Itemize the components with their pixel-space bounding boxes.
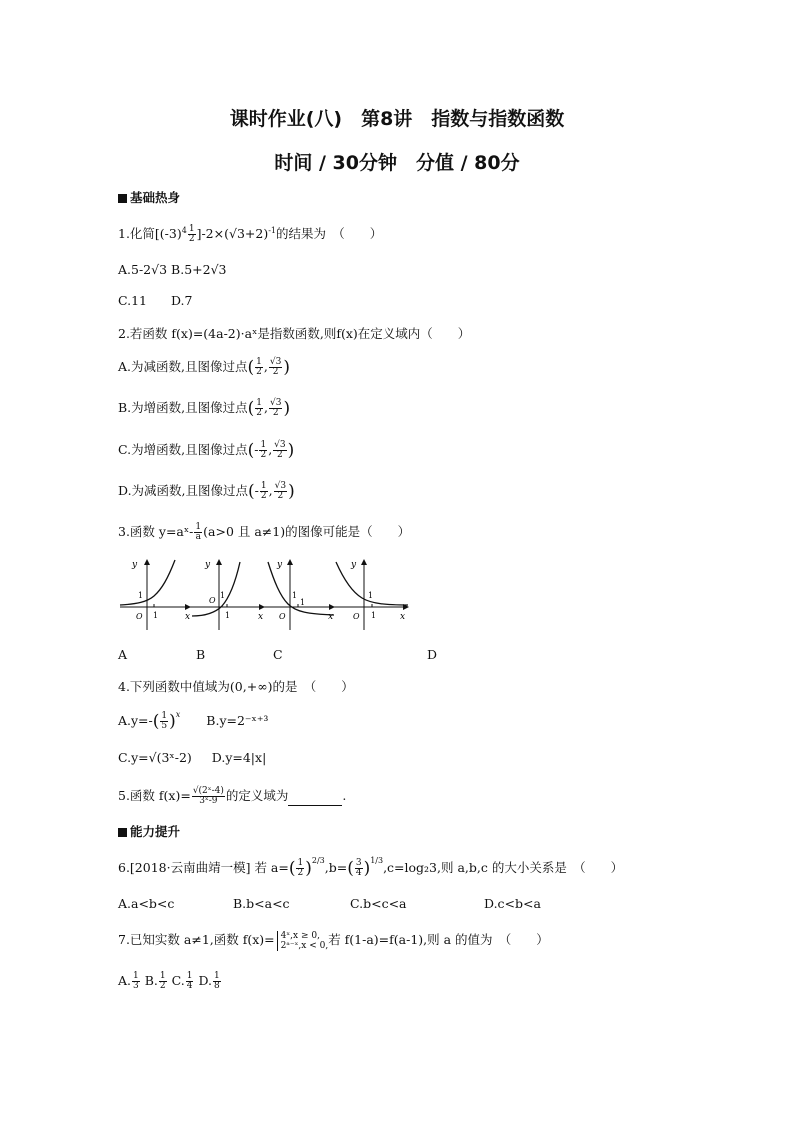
q3-label-b[interactable]: B bbox=[196, 647, 206, 662]
q3-c-one-x: 1 bbox=[300, 598, 306, 607]
page-subtitle: 时间 / 30分钟 分值 / 80分 bbox=[274, 152, 520, 174]
q4-options-row1 bbox=[118, 710, 268, 732]
q7-d-den: 8 bbox=[214, 981, 220, 991]
q3-a-one-y: 1 bbox=[138, 591, 144, 600]
q3-frac-num: 1 bbox=[195, 522, 202, 532]
q7-option-d[interactable] bbox=[198, 971, 221, 991]
q2-c-x-den: 2 bbox=[260, 450, 267, 460]
q1-stem-end: 的结果为 （ ） bbox=[276, 226, 383, 241]
q6-a-exp: 2/3 bbox=[311, 856, 325, 865]
q3-graph-b[interactable] bbox=[190, 560, 264, 630]
q7-stem-end: 若 f(1-a)=f(a-1),则 a 的值为 （ ） bbox=[328, 932, 549, 947]
q3-c-x-label: x bbox=[328, 612, 334, 622]
section-basic bbox=[118, 188, 180, 206]
q2-a-x-num: 1 bbox=[256, 357, 262, 367]
section-basic-label: 基础热身 bbox=[130, 190, 181, 205]
q4-option-c[interactable]: C.y=√(3ˣ-2) bbox=[118, 750, 192, 765]
q7-a-den: 3 bbox=[133, 981, 139, 991]
q1-stem: 1.化简[$(-3)^4$ $\frac{1}{2}$ ]$-2\times(√3+2)^{-1}$的结果为 （ ） bbox=[118, 224, 383, 244]
q3-a-y-label: y bbox=[132, 560, 138, 570]
q7-case-2: 2ᵃ⁻ˣ,x < 0, bbox=[280, 940, 329, 951]
q1-exp-num: 1 bbox=[188, 224, 195, 234]
q3-graphs bbox=[112, 556, 412, 634]
q2-option-c-text: C.为增函数,且图像过点 bbox=[118, 442, 248, 457]
q3-stem-start: 3.函数 y=aˣ- bbox=[118, 524, 194, 539]
section-advanced bbox=[118, 822, 180, 840]
q1-stem-start: 1.化简[(-3) bbox=[118, 226, 182, 241]
q3-a-x-label: x bbox=[185, 612, 191, 622]
q2-b-y-num: √3 bbox=[270, 398, 282, 408]
q3-a-origin: O bbox=[136, 612, 143, 621]
q3-b-origin: O bbox=[209, 596, 216, 605]
q2-c-neg: - bbox=[254, 442, 259, 457]
q2-a-x-den: 2 bbox=[256, 367, 262, 377]
q6-b-exp: 1/3 bbox=[370, 856, 384, 865]
q7-b-den: 2 bbox=[159, 981, 166, 991]
q1-option-a[interactable]: A.5-2√3 bbox=[118, 262, 168, 277]
q6-b-num: 3 bbox=[355, 858, 362, 868]
q5-stem-end: 的定义域为 bbox=[225, 788, 289, 803]
q6-a-num: 1 bbox=[297, 858, 304, 868]
q4-option-d[interactable]: D.y=4|x| bbox=[211, 750, 267, 765]
q2-d-neg: - bbox=[254, 483, 259, 498]
q3-graph-c[interactable] bbox=[262, 560, 334, 630]
q3-c-one-y: 1 bbox=[292, 591, 298, 600]
q1-options-row1 bbox=[118, 262, 227, 277]
q1-exp-den: 2 bbox=[188, 234, 195, 244]
q3-b-y-label: y bbox=[205, 560, 211, 570]
q4-option-a[interactable]: A.y=-( $\frac{1}{5}$ )$^x$ bbox=[118, 710, 181, 732]
q3-d-x-label: x bbox=[400, 612, 406, 622]
q6-stem: 6.[2018·云南曲靖一模] 若 a=( $\frac{1}{2}$ )$^{2/3}$,b=( $\frac{3}{4}$ )$^{1/3}$,c=log₂3,则 a,b,c 的大小关系是 （ ） bbox=[118, 856, 624, 879]
q6-stem-mid: ,b= bbox=[324, 860, 348, 875]
q3-c-y-label: y bbox=[277, 560, 283, 570]
q2-option-a[interactable]: A.为减函数,且图像过点( $\frac{1}{2}$ , $\frac{√3}{2}$ ) bbox=[118, 357, 290, 378]
q6-a-den: 2 bbox=[297, 868, 304, 878]
q2-stem: 2.若函数 f(x)=(4a-2)·aˣ是指数函数,则f(x)在定义域内（ ） bbox=[118, 326, 471, 341]
q2-c-x-num: 1 bbox=[260, 440, 267, 450]
q2-a-y-den: 2 bbox=[272, 367, 279, 377]
q3-d-y-label: y bbox=[351, 560, 357, 570]
q7-options bbox=[118, 972, 222, 991]
q3-graph-d[interactable] bbox=[334, 560, 408, 630]
q3-label-c[interactable]: C bbox=[273, 647, 283, 662]
q1-stem-mid: -2×(√3+2) bbox=[201, 226, 269, 241]
q3-graph-a[interactable] bbox=[120, 560, 190, 630]
q3-d-origin: O bbox=[353, 612, 360, 621]
q3-label-a[interactable]: A bbox=[118, 647, 128, 662]
q3-stem-end: (a>0 且 a≠1)的图像可能是（ ） bbox=[203, 524, 411, 539]
q3-label-d[interactable]: D bbox=[427, 647, 438, 662]
section-advanced-label: 能力提升 bbox=[130, 824, 181, 839]
q7-a-num: 1 bbox=[133, 971, 139, 981]
q7-c-den: 4 bbox=[186, 981, 193, 991]
q3-b-one-y: 1 bbox=[220, 591, 226, 600]
q4-a-den: 5 bbox=[161, 721, 168, 731]
square-bullet-icon bbox=[118, 194, 127, 203]
q5-frac-den: 3ˣ-9 bbox=[199, 796, 218, 806]
q3-c-origin: O bbox=[279, 612, 286, 621]
q6-b-den: 4 bbox=[355, 868, 362, 878]
q2-option-c[interactable]: C.为增函数,且图像过点(- $\frac{1}{2}$ , $\frac{√3}{2}$ ) bbox=[118, 440, 295, 461]
q3-b-one-x: 1 bbox=[225, 611, 231, 620]
q2-option-d-text: D.为减函数,且图像过点 bbox=[118, 483, 249, 498]
q5-period: . bbox=[342, 788, 347, 803]
q7-stem-start: 7.已知实数 a≠1,函数 f(x)= bbox=[118, 932, 275, 947]
q2-d-x-den: 2 bbox=[260, 491, 267, 501]
q5-frac-num: √(2ˣ-4) bbox=[192, 786, 224, 796]
q2-option-b[interactable]: B.为增函数,且图像过点( $\frac{1}{2}$ , $\frac{√3}{2}$ ) bbox=[118, 398, 291, 419]
q6-stem-end: ,c=log₂3,则 a,b,c 的大小关系是 （ ） bbox=[383, 860, 624, 875]
q1-options-row2 bbox=[118, 293, 193, 308]
q2-d-y-den: 2 bbox=[277, 491, 284, 501]
q7-c-num: 1 bbox=[186, 971, 193, 981]
q3-stem bbox=[118, 522, 410, 542]
q4-stem: 4.下列函数中值域为(0,+∞)的是 （ ） bbox=[118, 679, 354, 694]
q7-b-num: 1 bbox=[159, 971, 166, 981]
q7-option-a-prefix: A. bbox=[118, 973, 132, 988]
q5-stem-start: 5.函数 f(x)= bbox=[118, 788, 191, 803]
q7-case-1: 4ˣ,x ≥ 0, bbox=[280, 930, 320, 941]
q2-d-x-num: 1 bbox=[260, 481, 267, 491]
square-bullet-icon bbox=[118, 828, 127, 837]
q7-option-b-prefix: B. bbox=[144, 973, 158, 988]
q4-option-a-text: A.y=- bbox=[118, 713, 153, 728]
q7-piecewise bbox=[277, 931, 329, 951]
q6-stem-start: 6.[2018·云南曲靖一模] 若 a= bbox=[118, 860, 289, 875]
q2-d-y-num: √3 bbox=[274, 481, 287, 491]
q4-a-num: 1 bbox=[161, 711, 168, 721]
q6-option-b[interactable]: B.b<a<c bbox=[233, 896, 290, 911]
q4-a-exp: x bbox=[175, 710, 181, 719]
q2-c-y-den: 2 bbox=[277, 450, 283, 460]
q3-d-one-x: 1 bbox=[371, 611, 377, 620]
q7-option-d-prefix: D. bbox=[198, 973, 212, 988]
q7-stem bbox=[118, 930, 549, 951]
q7-option-c-prefix: C. bbox=[171, 973, 185, 988]
q7-option-b[interactable] bbox=[144, 971, 168, 991]
q1-option-b[interactable]: B.5+2√3 bbox=[171, 262, 227, 277]
q6-option-a[interactable]: A.a<b<c bbox=[118, 896, 175, 911]
q3-b-x-label: x bbox=[258, 612, 264, 622]
q6-option-d[interactable]: D.c<b<a bbox=[484, 896, 541, 911]
q1-option-d[interactable]: D.7 bbox=[170, 293, 193, 308]
q7-d-num: 1 bbox=[214, 971, 220, 981]
q1-option-c[interactable]: C.11 bbox=[118, 293, 147, 308]
q2-option-b-text: B.为增函数,且图像过点 bbox=[118, 400, 248, 415]
q7-option-c[interactable] bbox=[171, 971, 195, 991]
q2-b-x-num: 1 bbox=[256, 398, 263, 408]
q4-option-b[interactable]: B.y=2⁻ˣ⁺³ bbox=[206, 713, 269, 728]
q5-answer-blank[interactable] bbox=[288, 793, 342, 806]
q3-a-one-x: 1 bbox=[153, 611, 159, 620]
q7-option-a[interactable] bbox=[118, 971, 141, 991]
q2-c-y-num: √3 bbox=[274, 440, 286, 450]
q4-options-row2 bbox=[118, 750, 266, 765]
q2-option-a-text: A.为减函数,且图像过点 bbox=[118, 359, 248, 374]
q2-b-y-den: 2 bbox=[272, 408, 279, 418]
q3-frac-den: a bbox=[195, 532, 201, 542]
q2-b-x-den: 2 bbox=[256, 408, 263, 418]
page-title: 课时作业(八) 第8讲 指数与指数函数 bbox=[229, 108, 565, 130]
q2-a-y-num: √3 bbox=[269, 357, 282, 367]
q3-d-one-y: 1 bbox=[368, 591, 374, 600]
q5-stem bbox=[118, 786, 346, 806]
q6-option-c[interactable]: C.b<c<a bbox=[350, 896, 407, 911]
q2-option-d[interactable]: D.为减函数,且图像过点(- $\frac{1}{2}$ , $\frac{√3}{2}$ ) bbox=[118, 481, 295, 502]
